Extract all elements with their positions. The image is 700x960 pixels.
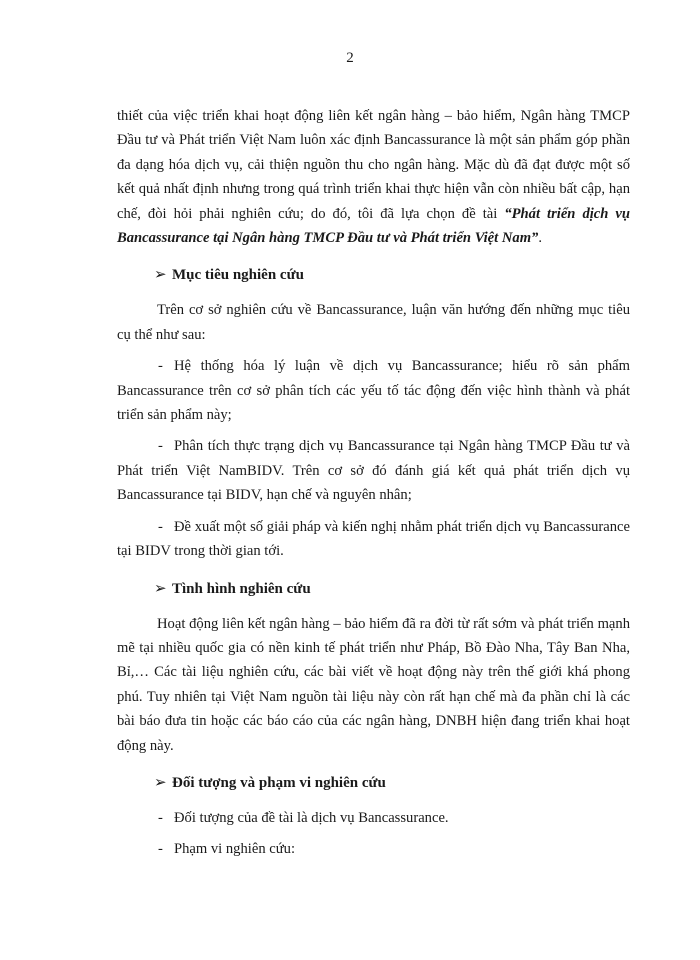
dash-bullet: - xyxy=(158,518,163,535)
page-number: 2 xyxy=(346,50,354,66)
topic-title: “Phát triển dịch vụ Bancassurance tại Ngân hàng TMCP Đầu tư và Phát triển Việt Nam” xyxy=(117,205,631,247)
intro-end: . xyxy=(538,230,543,247)
list-item xyxy=(117,837,630,861)
arrow-bullet-icon: ➢ xyxy=(154,774,167,791)
heading-objectives xyxy=(154,263,630,287)
dash-bullet: - xyxy=(158,809,163,826)
heading-research-status xyxy=(154,577,630,601)
research-status-paragraph: Hoạt động liên kết ngân hàng – bảo hiểm đã ra đời từ rất sớm và phát triển mạnh mẽ tại nhiều quốc gia có nền kinh tế phát triển như Pháp, Bồ Đào Nha, Tây Ban Nha, Bỉ,… Các tài liệu nghiên cứu, các bài viết về hoạt động này trên thế giới khá phong phú. Tuy nhiên tại Việt Nam nguồn tài liệu này còn rất hạn chế mà đa phần chỉ là các bài báo đưa tin hoặc các báo cáo của các ngân hàng, DNBH hiện đang triển khai hoạt động này. xyxy=(117,615,630,754)
list-item xyxy=(117,354,630,427)
dash-bullet: - xyxy=(158,358,163,375)
heading-research-status-text: Tình hình nghiên cứu xyxy=(172,580,311,597)
list-item-text: Đối tượng của đề tài là dịch vụ Bancassurance. xyxy=(174,809,449,826)
dash-bullet: - xyxy=(158,841,163,858)
list-item xyxy=(117,434,630,507)
list-item-text: Phạm vi nghiên cứu: xyxy=(174,841,295,858)
intro-text: thiết của việc triển khai hoạt động liên kết ngân hàng – bảo hiểm, Ngân hàng TMCP Đầu tư và Phát triển Việt Nam luôn xác định Bancassurance là một sản phẩm góp phần đa dạng hóa dịch vụ, cải thiện nguồn thu cho ngân hàng. Mặc dù đã đạt được một số kết quả nhất định nhưng trong quá trình triển khai thực hiện vẫn còn nhiều bất cập, hạn chế, đòi hỏi phải nghiên cứu; do đó, tôi đã lựa chọn đề tài xyxy=(117,108,630,222)
heading-objectives-text: Mục tiêu nghiên cứu xyxy=(172,267,304,284)
dash-bullet: - xyxy=(158,438,163,455)
list-item xyxy=(117,806,630,830)
heading-scope xyxy=(154,771,630,795)
arrow-bullet-icon: ➢ xyxy=(154,267,167,284)
document-body xyxy=(117,104,630,869)
list-item-text: Hệ thống hóa lý luận về dịch vụ Bancassurance; hiểu rõ sản phẩm Bancassurance trên cơ sở phân tích các yếu tố tác động đến việc hình thành và phát triển sản phẩm này; xyxy=(117,358,630,424)
intro-paragraph xyxy=(117,104,630,250)
list-item-text: Phân tích thực trạng dịch vụ Bancassurance tại Ngân hàng TMCP Đầu tư và Phát triển Việt NamBIDV. Trên cơ sở đó đánh giá kết quả phát triển dịch vụ Bancassurance tại BIDV, hạn chế và nguyên nhân; xyxy=(117,438,630,504)
objectives-intro: Trên cơ sở nghiên cứu về Bancassurance, luận văn hướng đến những mục tiêu cụ thể như sau: xyxy=(117,302,630,343)
list-item xyxy=(117,515,630,564)
arrow-bullet-icon: ➢ xyxy=(154,580,167,597)
list-item-text: Đề xuất một số giải pháp và kiến nghị nhằm phát triển dịch vụ Bancassurance tại BIDV trong thời gian tới. xyxy=(117,518,630,560)
heading-scope-text: Đối tượng và phạm vi nghiên cứu xyxy=(172,774,386,791)
